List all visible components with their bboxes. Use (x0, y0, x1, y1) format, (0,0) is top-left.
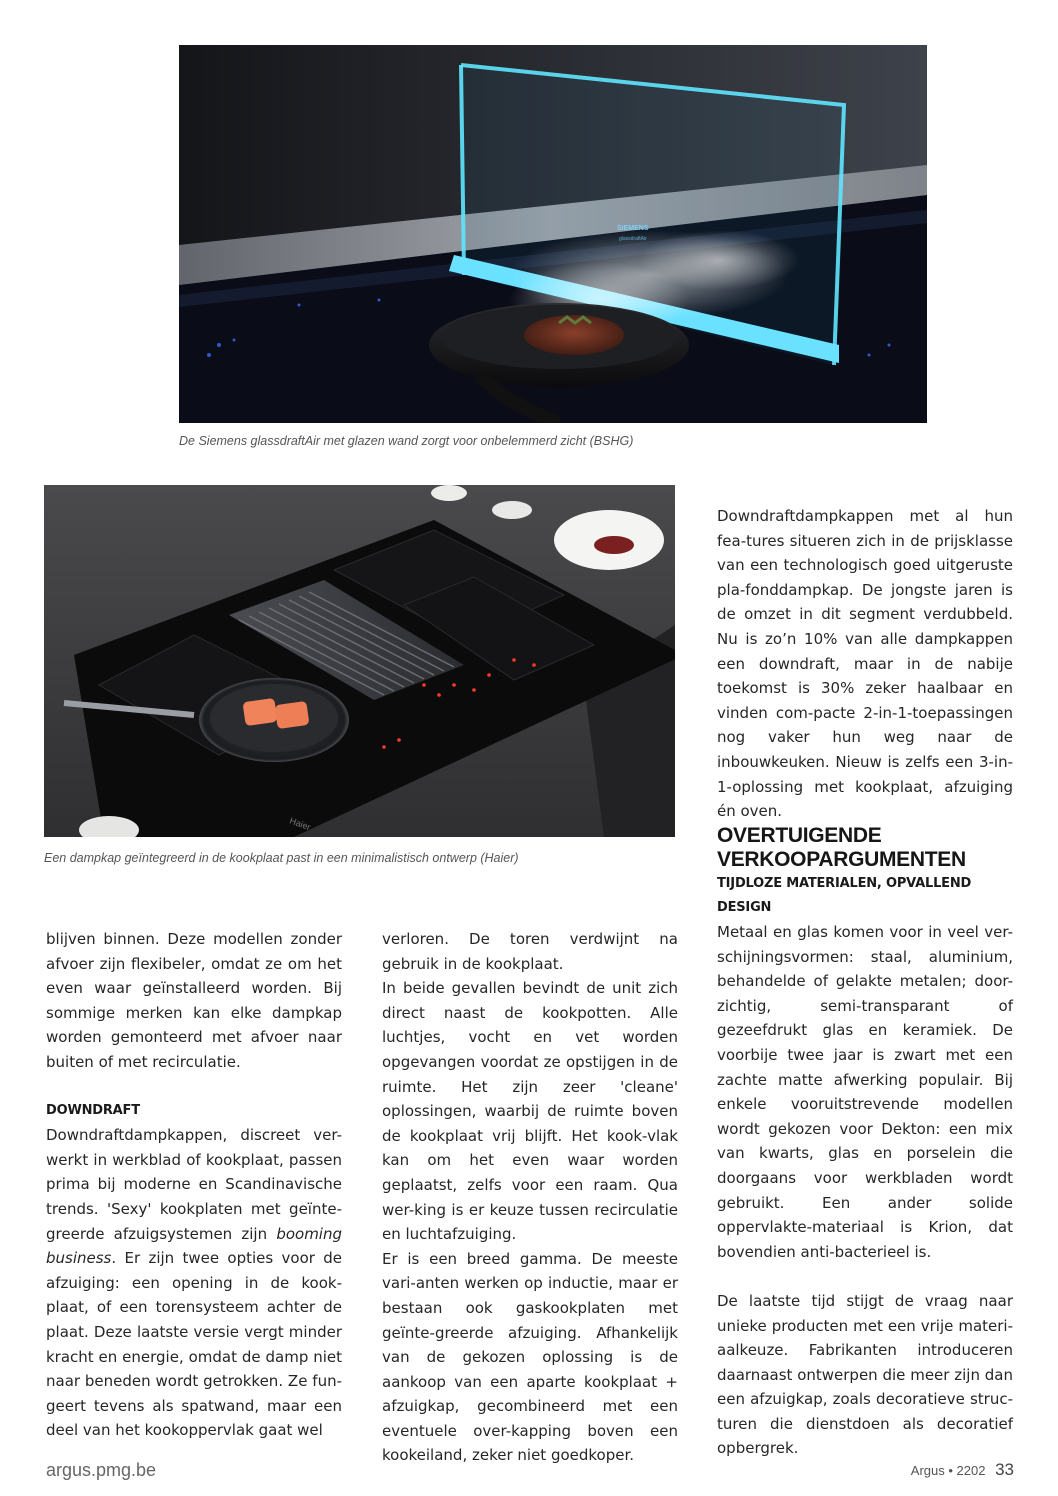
section-paragraph-1: Metaal en glas komen voor in veel ver-schijningsvormen: staal, aluminium, behandelde of gelakte metalen; door-zichtig, semi-transparant of gezeefdrukt glas en keramiek. De voorbije twee jaar is zwart met een zachte matte afwerking populair. Bij enkele vooruitstrevende modellen wordt gekozen voor Dekton: een mix van kwarts, glas en porselein die doorgaans voor werkbladen wordt gebruikt. Een ander solide oppervlakte-materiaal is Krion, dat bovendien anti-bacterieel is. (717, 923, 1013, 1261)
subheading-line2: DESIGN (717, 900, 772, 915)
col1-paragraph-1: blijven binnen. Deze modellen zonder afvoer zijn flexibeler, omdat ze om het even waar geïnstalleerd worden. Bij sommige merken kan elke dampkap worden gemonteerd met afvoer naar buiten of met recirculatie. (46, 930, 342, 1071)
haier-photo-illustration (44, 485, 675, 837)
haier-brand-mark: Haier (288, 815, 312, 833)
siemens-caption: De Siemens glassdraftAir met glazen wand zorgt voor onbelemmerd zicht (BSHG) (179, 434, 634, 448)
siemens-brand-sub: glassdraftAir (619, 236, 647, 242)
column-2 (382, 927, 678, 1468)
col1-paragraph-2-italic: booming business (46, 1224, 342, 1268)
col1-paragraph-2 (46, 1123, 342, 1443)
haier-caption: Een dampkap geïntegreerd in de kookplaat past in een minimalistisch ontwerp (Haier) (44, 851, 519, 865)
column-1 (46, 927, 342, 1443)
footer-issue: Argus • 2202 (910, 1463, 986, 1478)
right-top-text (717, 504, 1013, 824)
footer-issue-page (911, 1460, 1014, 1480)
siemens-brand-mark: SIEMENS (617, 225, 649, 232)
col2-paragraph-2: In beide gevallen bevindt de unit zich direct naast de kookpotten. Alle luchtjes, vocht en vet worden opgevangen voordat ze opstijgen in de ruimte. Het zijn zeer 'cleane' oplossingen, waarbij de ruimte boven de kookplaat vrij blijft. Het kook-vlak kan om het even waar worden geplaatst, zelfs voor een raam. Qua wer-king is er keuze tussen recirculatie en luchtafzuiging. (382, 979, 678, 1244)
siemens-photo-illustration (179, 45, 927, 423)
page-number: 33 (995, 1460, 1014, 1479)
section-paragraph-2: De laatste tijd stijgt de vraag naar unieke producten met een vrije materi-aalkeuze. Fabrikanten introduceren daarnaast ontwerpen die meer zijn dan een afzuigkap, zoals decoratieve struc-turen die dienstdoen als decoratief opbergrek. (717, 1291, 1013, 1458)
footer-url[interactable]: argus.pmg.be (46, 1460, 157, 1480)
col1-paragraph-2-part2: . Er zijn twee opties voor de afzuiging: een opening in de kook-plaat, of een torensysteem achter de plaat. Deze laatste versie vergt minder kracht en energie, omdat de damp niet naar beneden wordt getrokken. Ze fun-geert tevens als spatwand, maar een deel van het kookoppervlak gaat wel (46, 1249, 342, 1440)
downdraft-heading: DOWNDRAFT (46, 1103, 140, 1119)
col2-paragraph-3: Er is een breed gamma. De meeste vari-anten werken op inductie, maar er bestaan ook gaskookplaten met geïnte-greerde afzuiging. Afhankelijk van de gekozen oplossing is de aankoop van een aparte kookplaat + afzuigkap, gecombineerd met een eventuele over-kapping boven een kookeiland, zeker niet goedkoper. (382, 1249, 678, 1465)
col1-paragraph-2-part1: Downdraftdampkappen, discreet ver-werkt in werkblad of kookplaat, passen prima bij moderne en Scandinavische trends. 'Sexy' kookplaten met geïnte-greerde afzuigsystemen zijn (46, 1126, 342, 1243)
section-verkoopargumenten (717, 824, 1013, 1461)
section-heading-line2: VERKOOPARGUMENTEN (717, 848, 966, 871)
col2-paragraph-1: verloren. De toren verdwijnt na gebruik in de kookplaat. (382, 930, 678, 973)
section-heading-line1: OVERTUIGENDE (717, 824, 882, 847)
right-top-paragraph: Downdraftdampkappen met al hun fea-tures situeren zich in de prijsklasse van een technologisch goed uitgeruste pla-fonddampkap. De jongste jaren is de omzet in dit segment verdubbeld. Nu is zo’n 10% van alle dampkappen een downdraft, maar in de nabije toekomst is 30% zeker haalbaar en vinden com-pacte 2-in-1-toepassingen nog vaker hun weg naar de inbouwkeuken. Nieuw is zelfs een 3-in-1-oplossing met kookplaat, afzuiging én oven. (717, 507, 1013, 821)
siemens-photo (179, 45, 927, 423)
subheading-line1: TIJDLOZE MATERIALEN, OPVALLEND (717, 876, 972, 891)
haier-photo (44, 485, 675, 837)
